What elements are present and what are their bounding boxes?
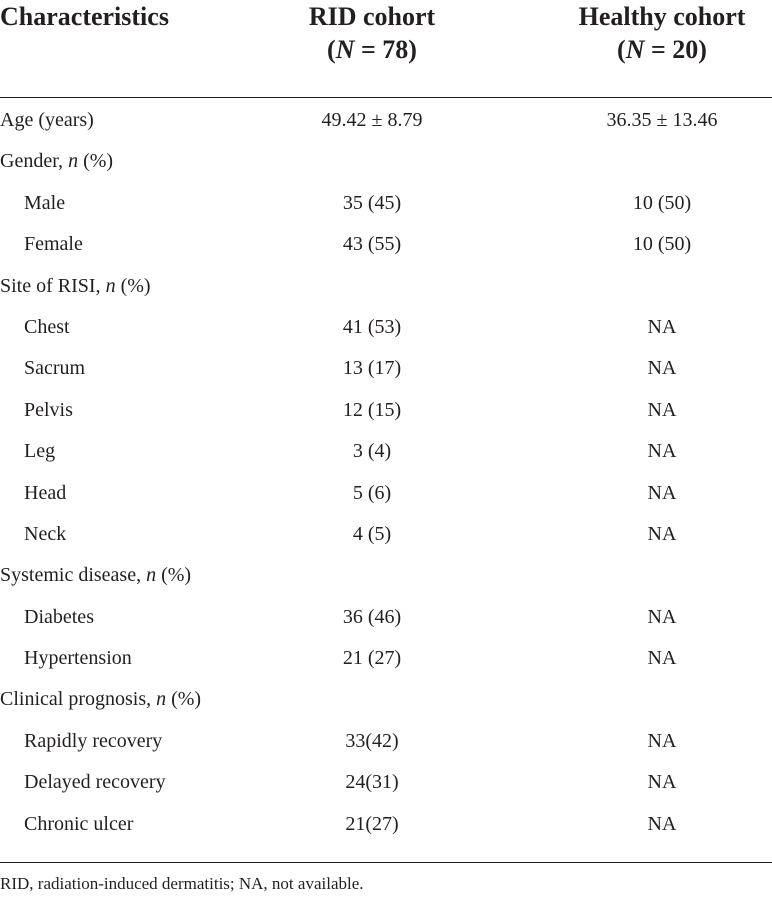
rid-value: 12 (15) <box>342 398 402 421</box>
row-label: Sacrum <box>24 357 86 380</box>
healthy-value: NA <box>647 440 677 463</box>
healthy-value: NA <box>647 315 677 338</box>
table-row <box>0 762 772 803</box>
healthy-value: NA <box>647 357 677 380</box>
rid-value: 35 (45) <box>342 191 402 214</box>
table-header <box>0 0 772 90</box>
header-healthy-n: (N = 20) <box>617 35 707 64</box>
rid-value: 33(42) <box>345 729 399 752</box>
rid-value: 4 (5) <box>352 522 392 545</box>
row-label: Site of RISI, n (%) <box>0 274 151 297</box>
row-label: Gender, n (%) <box>0 150 114 173</box>
header-healthy-cohort: Healthy cohort (N = 20) <box>552 0 772 66</box>
table-row <box>0 638 772 679</box>
row-label: Systemic disease, n (%) <box>0 564 192 587</box>
table-group-row <box>0 141 772 182</box>
healthy-value: 36.35 ± 13.46 <box>606 109 718 131</box>
table-group-row <box>0 266 772 307</box>
rid-value: 24(31) <box>345 771 399 794</box>
healthy-value: NA <box>647 398 677 421</box>
table-body <box>0 100 772 845</box>
table-bottom-divider <box>0 862 772 863</box>
row-label: Female <box>24 233 83 256</box>
row-label: Chronic ulcer <box>24 812 134 835</box>
rid-value: 3 (4) <box>352 440 392 463</box>
table-row <box>0 100 772 141</box>
rid-value: 13 (17) <box>342 357 402 380</box>
rid-value: 21(27) <box>345 812 399 835</box>
header-rid-n: (N = 78) <box>327 35 417 64</box>
healthy-value: 10 (50) <box>632 233 692 256</box>
healthy-value: 10 (50) <box>632 191 692 214</box>
table-row <box>0 348 772 389</box>
table-row <box>0 514 772 555</box>
rid-value: 41 (53) <box>342 315 402 338</box>
row-label: Clinical prognosis, n (%) <box>0 688 202 711</box>
row-label: Neck <box>24 522 67 545</box>
table-row <box>0 721 772 762</box>
header-characteristics: Characteristics <box>0 2 169 31</box>
table-row <box>0 390 772 431</box>
healthy-value: NA <box>647 522 677 545</box>
row-label: Rapidly recovery <box>24 729 163 752</box>
row-label: Delayed recovery <box>24 771 166 794</box>
table-row <box>0 804 772 845</box>
healthy-value: NA <box>647 481 677 504</box>
header-rid-cohort: RID cohort (N = 78) <box>272 0 472 66</box>
table-row <box>0 473 772 514</box>
row-label: Age (years) <box>0 109 94 131</box>
table-row <box>0 597 772 638</box>
healthy-value: NA <box>647 812 677 835</box>
row-label: Hypertension <box>24 647 132 670</box>
rid-value: 36 (46) <box>342 605 402 628</box>
table-row <box>0 431 772 472</box>
healthy-value: NA <box>647 771 677 794</box>
table-group-row <box>0 555 772 596</box>
healthy-value: NA <box>647 729 677 752</box>
healthy-value: NA <box>647 605 677 628</box>
row-label: Head <box>24 481 67 504</box>
rid-value: 21 (27) <box>342 647 402 670</box>
table-row <box>0 224 772 265</box>
rid-value: 43 (55) <box>342 233 402 256</box>
table-row <box>0 307 772 348</box>
table-group-row <box>0 679 772 720</box>
row-label: Male <box>24 191 66 214</box>
row-label: Leg <box>24 440 56 463</box>
row-label: Chest <box>24 315 70 338</box>
rid-value: 49.42 ± 8.79 <box>321 109 423 131</box>
row-label: Diabetes <box>24 605 94 628</box>
rid-value: 5 (6) <box>352 481 392 504</box>
healthy-value: NA <box>647 647 677 670</box>
table-row <box>0 183 772 224</box>
header-divider <box>0 97 772 98</box>
table-footnote: RID, radiation-induced dermatitis; NA, not available. <box>0 874 364 893</box>
row-label: Pelvis <box>24 398 73 421</box>
